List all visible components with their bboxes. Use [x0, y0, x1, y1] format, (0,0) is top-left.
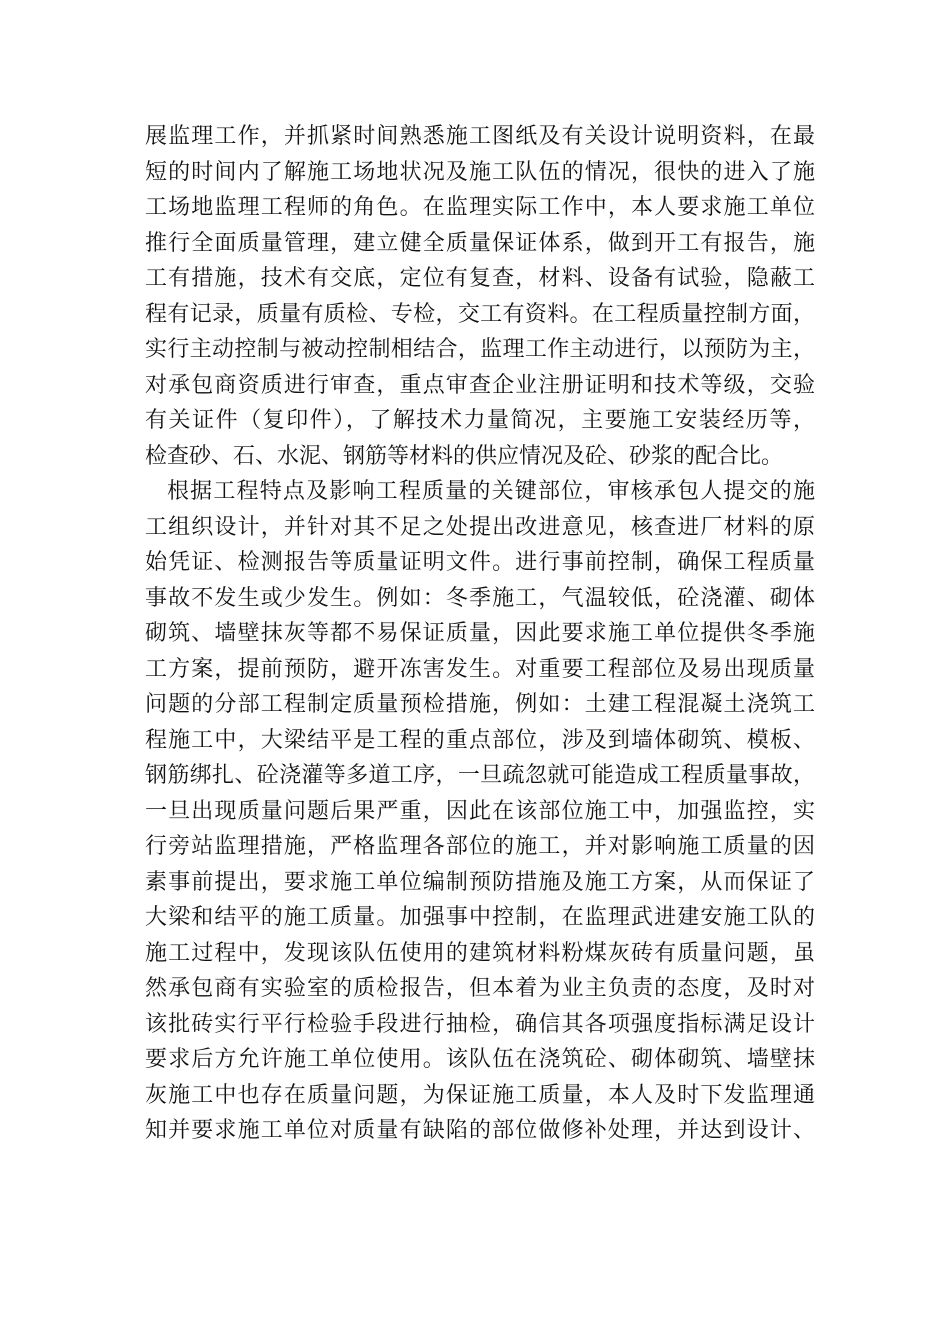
- text-line: 展监理工作，并抓紧时间熟悉施工图纸及有关设计说明资料，在最: [145, 124, 815, 149]
- text-line: 实行主动控制与被动控制相结合，监理工作主动进行，以预防为主，: [145, 337, 815, 362]
- text-line: 要求后方允许施工单位使用。该队伍在浇筑砼、砌体砌筑、墙壁抹: [145, 1047, 815, 1072]
- text-line: 钢筋绑扎、砼浇灌等多道工序，一旦疏忽就可能造成工程质量事故，: [145, 763, 815, 788]
- text-line: 推行全面质量管理，建立健全质量保证体系，做到开工有报告，施: [145, 230, 815, 256]
- text-line: 对承包商资质进行审查，重点审查企业注册证明和技术等级，交验: [145, 372, 815, 398]
- text-line: 该批砖实行平行检验手段进行抽检，确信其各项强度指标满足设计: [145, 1011, 815, 1037]
- text-line: 问题的分部工程制定质量预检措施，例如：土建工程混凝土浇筑工: [145, 692, 815, 717]
- text-line: 大梁和结平的施工质量。加强事中控制，在监理武进建安施工队的: [145, 905, 815, 930]
- text-line: 程施工中，大梁结平是工程的重点部位，涉及到墙体砌筑、模板、: [145, 727, 815, 753]
- paragraph-start-line: 根据工程特点及影响工程质量的关键部位，审核承包人提交的施: [167, 479, 815, 504]
- text-line: 短的时间内了解施工场地状况及施工队伍的情况，很快的进入了施: [145, 159, 815, 185]
- text-line: 检查砂、石、水泥、钢筋等材料的供应情况及砼、砂浆的配合比。: [145, 443, 784, 469]
- text-line: 砌筑、墙壁抹灰等都不易保证质量，因此要求施工单位提供冬季施: [145, 621, 815, 646]
- text-line: 工方案，提前预防，避开冻害发生。对重要工程部位及易出现质量: [145, 656, 815, 682]
- body-text: [145, 119, 815, 1149]
- text-line: 知并要求施工单位对质量有缺陷的部位做修补处理，并达到设计、: [145, 1118, 815, 1143]
- text-line: 程有记录，质量有质检、专检，交工有资料。在工程质量控制方面，: [145, 301, 815, 327]
- text-line: 行旁站监理措施，严格监理各部位的施工，并对影响施工质量的因: [145, 834, 815, 859]
- text-line: 施工过程中，发现该队伍使用的建筑材料粉煤灰砖有质量问题，虽: [145, 940, 815, 966]
- text-line: 灰施工中也存在质量问题，为保证施工质量，本人及时下发监理通: [145, 1082, 815, 1108]
- text-line: 工有措施，技术有交底，定位有复查，材料、设备有试验，隐蔽工: [145, 266, 815, 291]
- text-line: 然承包商有实验室的质检报告，但本着为业主负责的态度，及时对: [145, 976, 815, 1001]
- text-line: 有关证件（复印件），了解技术力量简况，主要施工安装经历等，: [145, 408, 815, 433]
- text-line: 一旦出现质量问题后果严重，因此在该部位施工中，加强监控，实: [145, 798, 815, 824]
- text-line: 素事前提出，要求施工单位编制预防措施及施工方案，从而保证了: [145, 869, 815, 895]
- text-line: 工场地监理工程师的角色。在监理实际工作中，本人要求施工单位: [145, 195, 815, 220]
- text-line: 工组织设计，并针对其不足之处提出改进意见，核查进厂材料的原: [145, 514, 815, 540]
- text-line: 事故不发生或少发生。例如：冬季施工，气温较低，砼浇灌、砌体: [145, 585, 815, 611]
- text-line: 始凭证、检测报告等质量证明文件。进行事前控制，确保工程质量: [145, 550, 815, 575]
